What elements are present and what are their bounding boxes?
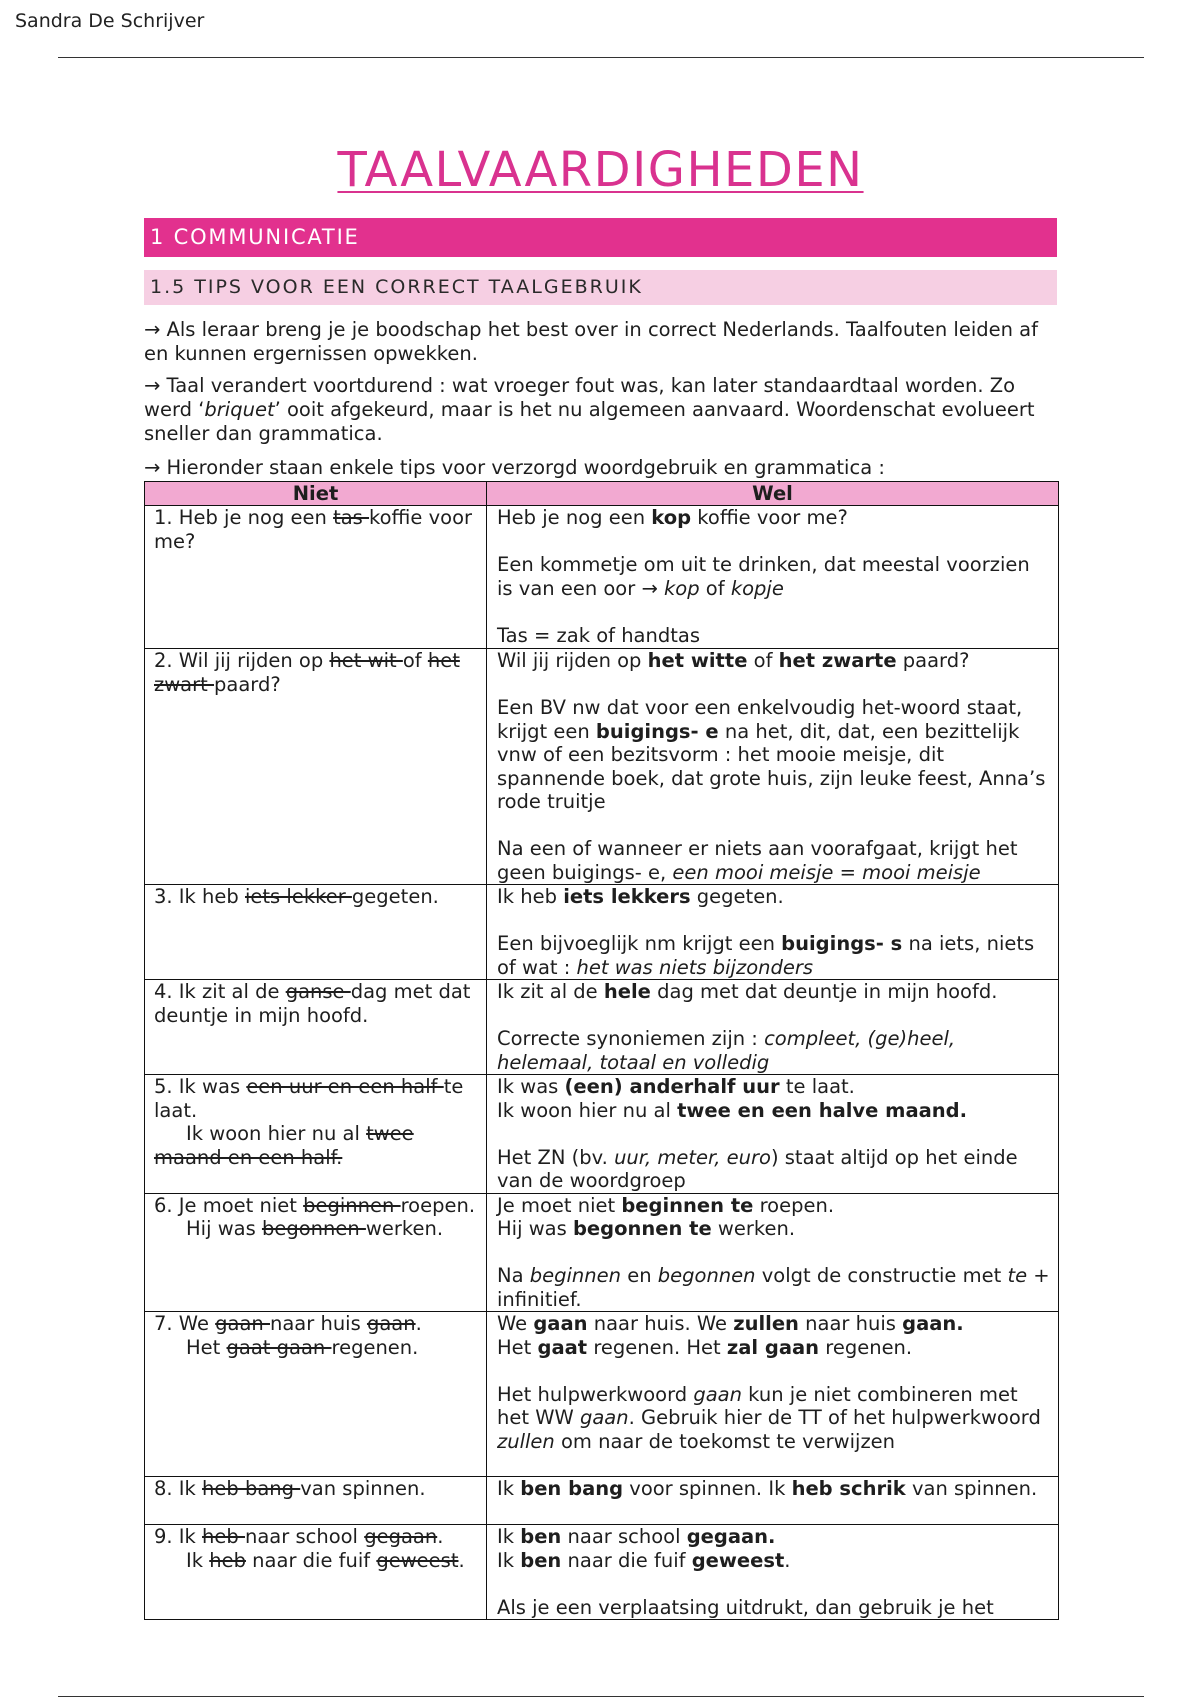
example: beginnen — [529, 1264, 621, 1287]
wel-cell — [487, 885, 1059, 980]
text: Wil jij rijden op — [497, 649, 648, 672]
text: paard? — [896, 649, 970, 672]
incorrect-word: gegaan — [364, 1525, 438, 1548]
incorrect-sentence — [154, 1122, 478, 1169]
text: regenen. — [819, 1335, 913, 1359]
incorrect-word: heb — [209, 1548, 246, 1572]
text: Correcte synoniemen zijn : — [497, 1027, 765, 1050]
text: 7. We — [154, 1312, 216, 1335]
correct-word: gaat — [537, 1335, 588, 1359]
text: paard? — [214, 672, 281, 696]
explanation — [497, 553, 1050, 600]
intro-paragraph-2 — [144, 374, 1064, 446]
text: Het — [186, 1335, 227, 1359]
text: Ik — [497, 1525, 521, 1548]
spacer — [497, 530, 1050, 554]
spacer — [497, 909, 1050, 933]
section-heading: 1 COMMUNICATIE — [144, 218, 1057, 257]
text: Ik was — [497, 1075, 565, 1098]
incorrect-word: geweest — [376, 1548, 459, 1572]
text: Het hulpwerkwoord — [497, 1382, 694, 1406]
incorrect-sentence — [154, 1075, 478, 1122]
example: een mooi meisje = mooi meisje — [672, 860, 981, 884]
example: het was niets bijzonders — [576, 955, 814, 979]
text: . — [458, 1548, 465, 1572]
explanation — [497, 1264, 1050, 1311]
rule-term: buigings- s — [781, 932, 903, 955]
correct-word: geweest — [691, 1548, 785, 1572]
example: uur, meter, euro — [614, 1145, 771, 1169]
text: ’ ooit afgekeurd, maar is het nu algemeen aanvaard. Woordenschat evolueert sneller dan grammatica. — [144, 398, 1035, 445]
correct-word: zullen — [733, 1312, 799, 1335]
text: Ik — [497, 1548, 521, 1572]
incorrect-word: beginnen — [303, 1193, 401, 1217]
niet-cell — [145, 885, 487, 980]
incorrect-word: ganse — [285, 980, 351, 1003]
correct-word: iets lekkers — [563, 885, 691, 908]
text: koffie voor me? — [691, 506, 848, 529]
explanation — [497, 1146, 1050, 1193]
wel-cell — [487, 649, 1059, 885]
text: volgt de constructie met — [755, 1264, 1008, 1287]
text: → Taal verandert voortdurend : wat vroeger fout was, kan later standaardtaal worden. Zo werd ‘ — [144, 374, 1016, 421]
incorrect-sentence — [154, 1549, 478, 1573]
correct-word: het zwarte — [778, 649, 897, 672]
wel-cell — [487, 1075, 1059, 1194]
text: Een kommetje om uit te drinken, dat meestal voorzien is van een oor → — [497, 553, 1030, 600]
wel-cell — [487, 1525, 1059, 1620]
text: om naar de toekomst te verwijzen — [554, 1429, 896, 1453]
wel-cell — [487, 1312, 1059, 1477]
text: roepen. — [753, 1193, 835, 1217]
text: regenen. — [331, 1335, 419, 1359]
text: naar huis — [798, 1312, 903, 1335]
text: kun je niet combineren met het WW — [497, 1382, 1018, 1429]
correct-sentence — [497, 885, 1050, 909]
incorrect-word: heb bang — [202, 1477, 301, 1500]
explanation — [497, 1027, 1050, 1074]
text: We — [497, 1312, 534, 1335]
text: naar huis — [269, 1312, 367, 1335]
example: zullen — [497, 1429, 555, 1453]
text: gegeten. — [690, 885, 784, 908]
table-header-row — [145, 482, 1059, 506]
example: gaan — [693, 1382, 742, 1406]
example: te — [1007, 1264, 1028, 1287]
niet-cell — [145, 506, 487, 649]
text: Ik — [186, 1548, 210, 1572]
text: Hij was — [186, 1217, 262, 1240]
incorrect-word: gaan — [366, 1312, 416, 1335]
explanation: Tas = zak of handtas — [497, 623, 700, 647]
text: of — [747, 649, 779, 672]
correct-sentence — [497, 506, 1050, 530]
incorrect-word: gaan — [215, 1312, 270, 1335]
text: 5. Ik was — [154, 1075, 247, 1098]
correct-word: begonnen te — [572, 1217, 712, 1240]
example: compleet, (ge)heel, helemaal, totaal en volledig — [497, 1027, 956, 1074]
correct-sentence — [497, 1312, 1050, 1336]
table-row — [145, 980, 1059, 1075]
example: kopje — [730, 576, 784, 600]
correct-word: heb schrik — [791, 1477, 906, 1500]
niet-cell — [145, 1477, 487, 1525]
correct-sentence — [497, 1099, 1050, 1123]
text: naar school — [244, 1525, 365, 1548]
intro-paragraph-1: → Als leraar breng je je boodschap het best over in correct Nederlands. Taalfouten leiden af en kunnen ergernissen opwekken. — [144, 318, 1038, 365]
correct-sentence — [497, 1217, 1050, 1241]
correct-word: ben — [520, 1548, 562, 1572]
text: 1. Heb je nog een — [154, 506, 334, 529]
table-row — [145, 1193, 1059, 1312]
text: te laat. — [154, 1075, 464, 1122]
text: Na een of wanneer er niets aan voorafgaat, krijgt het geen buigings- e, — [497, 837, 1018, 884]
correct-word: kop — [651, 506, 692, 529]
subsection-heading: 1.5 TIPS VOOR EEN CORRECT TAALGEBRUIK — [144, 270, 1057, 305]
incorrect-word: twee maand en een half. — [154, 1122, 414, 1169]
spacer — [497, 673, 1050, 697]
incorrect-word: gaat gaan — [226, 1335, 332, 1359]
text: Je moet niet — [497, 1193, 622, 1217]
incorrect-sentence — [154, 1194, 478, 1218]
niet-cell — [145, 1075, 487, 1194]
spacer — [497, 600, 1050, 624]
incorrect-word: tas — [333, 506, 370, 529]
table-row — [145, 506, 1059, 649]
table-row — [145, 1477, 1059, 1525]
text: naar die fuif — [561, 1548, 692, 1572]
incorrect-sentence — [154, 1312, 478, 1336]
example: gaan — [579, 1406, 629, 1429]
incorrect-word: iets lekker — [244, 885, 352, 908]
footer-rule — [58, 1696, 1144, 1697]
incorrect-word: het zwart — [154, 649, 460, 696]
explanation — [497, 696, 1050, 814]
tips-table — [144, 481, 1059, 1620]
column-header-wel: Wel — [487, 482, 1059, 506]
correct-word: ben — [520, 1525, 562, 1548]
correct-word: (een) anderhalf uur — [564, 1075, 780, 1098]
correct-sentence — [497, 1336, 1050, 1360]
table-row — [145, 649, 1059, 885]
text: Na — [497, 1264, 530, 1287]
incorrect-word: het wit — [329, 649, 403, 672]
incorrect-sentence — [154, 1336, 478, 1360]
text: 2. Wil jij rijden op — [154, 649, 330, 672]
text: Het ZN (bv. — [497, 1145, 615, 1169]
text: van spinnen. — [300, 1477, 426, 1500]
text: 4. Ik zit al de — [154, 980, 286, 1003]
text: Heb je nog een — [497, 506, 652, 529]
text: ) staat altijd op het einde van de woordgroep — [497, 1145, 1018, 1192]
table-row — [145, 1075, 1059, 1194]
correct-word: gaan. — [902, 1312, 964, 1335]
explanation — [497, 1383, 1050, 1454]
wel-cell — [487, 980, 1059, 1075]
text: of — [402, 649, 428, 672]
rule-term: buigings- e — [595, 719, 719, 743]
correct-sentence — [497, 1075, 1050, 1099]
text: 6. Je moet niet — [154, 1193, 304, 1217]
explanation: Als je een verplaatsing uitdrukt, dan gebruik je het — [497, 1595, 994, 1619]
niet-cell — [145, 1193, 487, 1312]
correct-word: hele — [603, 980, 651, 1003]
incorrect-word: heb — [202, 1525, 245, 1548]
text: 8. Ik — [154, 1477, 203, 1500]
incorrect-word: begonnen — [261, 1217, 366, 1240]
text: dag met dat deuntje in mijn hoofd. — [650, 980, 998, 1003]
text: of — [699, 576, 731, 600]
text: gegeten. — [351, 885, 439, 908]
incorrect-word: een uur en een half — [246, 1075, 444, 1098]
text: roepen. — [400, 1193, 476, 1217]
incorrect-sentence — [154, 1525, 478, 1549]
intro-paragraph-3: → Hieronder staan enkele tips voor verzorgd woordgebruik en grammatica : — [144, 456, 885, 479]
text: werken. — [365, 1217, 444, 1240]
wel-cell — [487, 1477, 1059, 1525]
text: Hij was — [497, 1217, 573, 1240]
text: regenen. Het — [587, 1335, 727, 1359]
text: en — [621, 1264, 658, 1287]
text: na het, dit, dat, een bezittelijk vnw of een bezitsvorm : het mooie meisje, dit spannende boek, dat grote huis, zijn leuke feest, Anna’s rode truitje — [497, 719, 1046, 813]
text: Ik woon hier nu al — [186, 1122, 367, 1145]
text: Een bijvoeglijk nm krijgt een — [497, 932, 782, 955]
text: . Gebruik hier de TT of het hulpwerkwoord — [628, 1406, 1041, 1429]
correct-sentence — [497, 1194, 1050, 1218]
correct-sentence — [497, 1525, 1050, 1549]
correct-word: gegaan. — [686, 1525, 776, 1548]
text: na iets, niets of wat : — [497, 932, 1035, 979]
page-title-text: TAALVAARDIGHEDEN — [337, 142, 864, 198]
correct-word: ben bang — [520, 1477, 624, 1500]
correct-sentence — [497, 1477, 1050, 1501]
text: Het — [497, 1335, 538, 1359]
spacer — [497, 814, 1050, 838]
correct-sentence — [497, 649, 1050, 673]
text: . — [437, 1525, 444, 1548]
niet-cell — [145, 980, 487, 1075]
text: Ik zit al de — [497, 980, 604, 1003]
page-title — [144, 142, 1057, 198]
text: voor spinnen. Ik — [623, 1477, 792, 1500]
spacer — [497, 1004, 1050, 1028]
correct-word: zal gaan — [726, 1335, 820, 1359]
spacer — [497, 1359, 1050, 1383]
example: kop — [664, 576, 700, 600]
text: naar die fuif — [245, 1548, 377, 1572]
correct-sentence — [497, 1549, 1050, 1573]
correct-word: twee en een halve maand. — [677, 1098, 968, 1122]
text: te laat. — [779, 1075, 855, 1098]
text: + infinitief. — [497, 1264, 1050, 1311]
text: Ik woon hier nu al — [497, 1098, 678, 1122]
header-rule — [58, 57, 1144, 58]
text: koffie voor me? — [154, 506, 473, 553]
example-word: briquet — [204, 398, 275, 421]
wel-cell — [487, 506, 1059, 649]
niet-cell — [145, 1312, 487, 1477]
text: Ik heb — [497, 885, 564, 908]
table-row — [145, 1525, 1059, 1620]
niet-cell — [145, 1525, 487, 1620]
text: naar school — [561, 1525, 687, 1548]
text: . — [415, 1312, 422, 1335]
column-header-niet: Niet — [145, 482, 487, 506]
text: 3. Ik heb — [154, 885, 245, 908]
text: Een BV nw dat voor een enkelvoudig het-woord staat, krijgt een — [497, 696, 1023, 743]
example: begonnen — [657, 1264, 756, 1287]
text: dag met dat deuntje in mijn hoofd. — [154, 980, 471, 1027]
explanation — [497, 932, 1050, 979]
text: naar huis. We — [587, 1312, 734, 1335]
text: 9. Ik — [154, 1525, 203, 1548]
text: . — [784, 1548, 791, 1572]
niet-cell — [145, 649, 487, 885]
spacer — [497, 1241, 1050, 1265]
correct-word: beginnen te — [621, 1193, 754, 1217]
correct-sentence — [497, 980, 1050, 1004]
correct-word: gaan — [533, 1312, 588, 1335]
text: Ik — [497, 1477, 521, 1500]
explanation — [497, 837, 1050, 884]
incorrect-sentence — [154, 1217, 478, 1241]
correct-word: het witte — [647, 649, 748, 672]
text: werken. — [711, 1217, 796, 1240]
table-row — [145, 1312, 1059, 1477]
spacer — [497, 1572, 1050, 1596]
spacer — [497, 1122, 1050, 1146]
author-name: Sandra De Schrijver — [15, 10, 205, 32]
text: van spinnen. — [905, 1477, 1038, 1500]
table-row — [145, 885, 1059, 980]
wel-cell — [487, 1193, 1059, 1312]
